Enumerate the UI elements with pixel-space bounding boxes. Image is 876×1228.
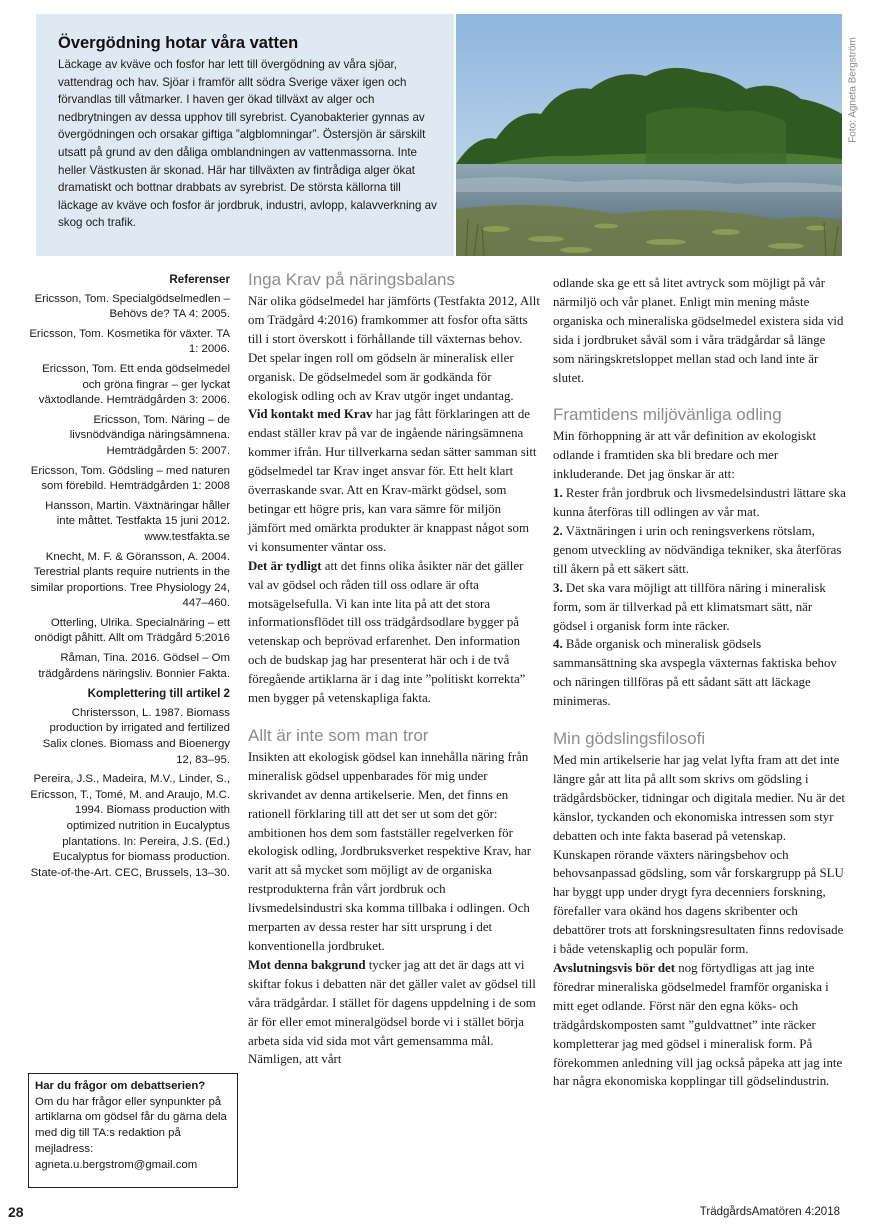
paragraph-lead: Vid kontakt med Krav bbox=[248, 407, 373, 422]
reference-item: Ericsson, Tom. Specialgödselmedlen – Behövs de? TA 4: 2005. bbox=[34, 292, 230, 321]
question-box-text: Om du har frågor eller synpunkter på artiklarna om gödsel får du gärna dela med dig till TA:s redaktion på mejladress: bbox=[35, 1095, 227, 1155]
paragraph-lead: Det är tydligt bbox=[248, 558, 322, 573]
magazine-footer: TrädgårdsAmatören 4:2018 bbox=[699, 1206, 840, 1218]
reference-item: Hansson, Martin. Växtnäringar håller inte måttet. Testfakta 15 juni 2012. www.testfakta.se bbox=[45, 499, 230, 543]
question-box-heading: Har du frågor om debattserien? bbox=[35, 1080, 206, 1092]
reference-item: Råman, Tina. 2016. Gödsel – Om trädgårdens näringsliv. Bonnier Fakta. bbox=[38, 652, 230, 680]
section-heading-future: Framtidens miljövänliga odling bbox=[553, 405, 782, 425]
paragraph: Insikten att ekologisk gödsel kan innehålla näring från mineralisk gödsel uppenbarades för mig under skrivandet av denna artikelserie. Men, det finns en rationell förklaring till att det ser ut som det gör: ambitionen hos dem som fastställer regelverken för ekologisk odling, Jordbruksverket respektive Krav, har varit att så mycket som möjligt av de organiska restprodukterna från vårt jordbruk och livsmedelsindustri ska komma tillbaka i odlingen. Och merparten av dessa rester har sitt ursprung i det konventionella jordbruket. bbox=[248, 749, 532, 953]
list-item bbox=[553, 522, 847, 579]
supplement-item: Christersson, L. 1987. Biomass production by irrigated and fertilized Salix clones. Biomass and Bioenergy 12, 83–95. bbox=[42, 706, 230, 766]
paragraph bbox=[553, 959, 847, 1091]
list-number: 1. bbox=[553, 486, 563, 501]
intro-text: Läckage av kväve och fosfor har lett till övergödning av våra sjöar, vattendrag och hav. Sjöar i framför allt södra Sverige växer igen och förvandlas till våtmarker. I haven ger ökad tillväxt av alger och nedbrytningen av dessa upphov till syrebrist. Cyanobakterier gynnas av övergödningen och orsakar giftiga ”algblomningar”. Östersjön är särskilt utsatt på grund av den dåliga omblandningen av vattenmassorna. Inte heller Västkusten är skonad. Här har tillväxten av fintrådiga alger ökat dramatiskt och bottnar drabbats av syrebrist. De största källorna till läckage av kväve och fosfor är jordbruk, industri, avlopp, kalavverkning av skog och trafik. bbox=[58, 58, 437, 230]
list-number: 2. bbox=[553, 523, 563, 538]
list-item bbox=[553, 579, 847, 636]
paragraph-lead: Mot denna bakgrund bbox=[248, 957, 366, 972]
paragraph-continuation: odlande ska ge ett så litet avtryck som möjligt på vår närmiljö och vår planet. Enligt min mening måste organiska och mineraliska gödselmedel existera sida vid sida i jordbruket såväl som i våra trädgårdar så länge som näringskretsloppet mellan stad och land inte är slutet. bbox=[553, 276, 844, 385]
references bbox=[26, 272, 230, 885]
photo-credit bbox=[836, 20, 870, 160]
article-column-3 bbox=[553, 274, 847, 1091]
references-heading: Referenser bbox=[169, 273, 230, 286]
reference-item: Ericsson, Tom. Näring – de livsnödvändiga näringsämnena. Hemträdgården 5: 2007. bbox=[69, 413, 230, 457]
page-number: 28 bbox=[8, 1204, 24, 1220]
reference-item: Ericsson, Tom. Gödsling – med naturen som förebild. Hemträdgården 1: 2008 bbox=[30, 464, 230, 493]
paragraph-continued bbox=[248, 956, 540, 1069]
paragraph-body: att det finns olika åsikter när det gäller val av gödsel och råden till oss odlare är ofta motsägelsefulla. Vi kan inte lita på att det stora informationsflödet till oss trädgårdsodlare bygger på vetenskap och beprövad erfarenhet. Den information och de budskap jag har presenterat här och i de två föregående artiklarna är i dag inte ”politiskt korrekta” men bygger på vetenskapliga fakta. bbox=[248, 558, 526, 706]
intro-title: Övergödning hotar våra vatten bbox=[58, 34, 299, 52]
reference-item: Knecht, M. F. & Göransson, A. 2004. Terestrial plants require nutrients in the similar proportions. Tree Physiology 24, 447–460. bbox=[30, 550, 230, 610]
question-box bbox=[28, 1073, 238, 1188]
list-text: Det ska vara möjligt att tillföra näring i mineralisk form, som är tillverkad på ett klimatsmart sätt, när gödsel i organisk form inte räcker. bbox=[553, 580, 826, 633]
paragraph bbox=[248, 557, 540, 708]
paragraph: Med min artikelserie har jag velat lyfta fram att det inte längre går att lita på allt som skrivs om gödsling i trädgårdsböcker, tidningar och digitala medier. Nu är det känslor, tyckanden och ekonomiska intressen som styr debatten och inte fakta baserad på vetenskap. Kunskapen rörande växters näringsbehov och behovsanpassad gödsling, som vår forskargrupp på SLU har byggt upp under drygt fyra decenniers forskning, förefaller vara okänd hos dagens skribenter och debattörer trots att forskningsresultaten finns redovisade i både vetenskaplig och populär form. bbox=[553, 753, 845, 957]
reference-item: Ericsson, Tom. Kosmetika för växter. TA 1: 2006. bbox=[29, 327, 230, 356]
list-item bbox=[553, 635, 847, 711]
paragraph-body: har jag fått förklaringen att de endast ställer krav på var de ingående näringsämnena kommer ifrån. Hur tillverkarna sedan sätter samman sitt gödselmedel tar Krav inget ansvar för. Ett helt klart överraskande svar. Att en Krav-märkt gödsel, som betingar ett högre pris, kan vara sämre för miljön jämfört med omärkta produkter är knappast något som vi konsumenter väntar oss. bbox=[248, 407, 537, 554]
lake-photo bbox=[456, 14, 842, 256]
photo-credit-text: Foto: Agneta Bergström bbox=[847, 37, 859, 143]
section-gap bbox=[553, 387, 847, 405]
reference-item: Ericsson, Tom. Ett enda gödselmedel och gröna fingrar – ger lyckat växtodlande. Hemträdgården 3: 2006. bbox=[38, 362, 230, 407]
section-heading-philosophy: Min gödslingsfilosofi bbox=[553, 729, 706, 749]
section-heading-no-krav: Inga Krav på näringsbalans bbox=[248, 270, 455, 289]
section-gap bbox=[553, 711, 847, 729]
list-text: Rester från jordbruk och livsmedelsindustri lättare ska kunna återföras till odlingen av vår mat. bbox=[553, 486, 846, 520]
reference-item: Otterling, Ulrika. Specialnäring – ett onödigt påhitt. Allt om Trädgård 5:2016 bbox=[34, 616, 230, 645]
list-text: Både organisk och mineralisk gödsels sammansättning ska avspegla växternas faktiska behov och näringen tillföras på ett sådant sätt att läckage minimeras. bbox=[553, 637, 837, 709]
list-text: Växtnäringen i urin och reningsverkens rötslam, genom utveckling av nödvändiga tekniker, ska återföras till åkern på ett säkert sätt. bbox=[553, 523, 842, 576]
list-number: 3. bbox=[553, 580, 563, 595]
article-column-2 bbox=[248, 270, 540, 1069]
paragraph-body: tycker jag att det är dags att vi skiftar fokus i debatten när det gäller valet av gödsel till våra trädgårdar. I stället för dagens uppdelning i de som är för eller emot mineralgödsel borde vi i stället börja arbeta sida vid sida mot vårt gemensamma mål. Nämligen, att vårt bbox=[248, 957, 536, 1067]
paragraph bbox=[248, 405, 540, 556]
supplement-heading: Komplettering till artikel 2 bbox=[87, 687, 230, 701]
paragraph-lead: Avslutningsvis bör det bbox=[553, 961, 676, 975]
intro-box bbox=[36, 14, 454, 256]
list-number: 4. bbox=[553, 637, 563, 652]
lake-photo-illustration bbox=[456, 14, 842, 256]
supplement-item: Pereira, J.S., Madeira, M.V., Linder, S., Ericsson, T., Tomé, M. and Araujo, M.C. 1994. Biomass production with optimized nutrition in Eucalyptus plantations. In: Pereira, J.S. (Ed.) Eucalyptus for biomass production. State-of-the-Art. CEC, Brussels, 13–30. bbox=[30, 773, 230, 879]
section-gap bbox=[248, 708, 540, 726]
paragraph: Min förhoppning är att vår definition av ekologiskt odlande i framtiden ska bli bredare och mer inkluderande. Det jag önskar är att: bbox=[553, 429, 817, 482]
section-heading-not-as-you-think: Allt är inte som man tror bbox=[248, 725, 429, 745]
paragraph: När olika gödselmedel har jämförts (Testfakta 2012, Allt om Trädgård 4:2016) framkommer att fosfor ofta sätts till i stort överskott i förhållande till växternas behov. Det spelar ingen roll om gödseln är mineralisk eller organisk. De gödselmedel som är godkända för ekologisk odling och av Krav utgör inget undantag. bbox=[248, 294, 540, 403]
paragraph-body: nog förtydligas att jag inte föredrar mineraliska gödselmedel framför organiska i mitt eget odlande. Först när den egna köks- och trädgårdskomposten samt ”guldvattnet” inte räcker kompletterar jag med gödsel i mineralisk form. På förekommen anledning vill jag också påpeka att jag inte har några ekonomiska kopplingar till gödselindustrin. bbox=[553, 961, 843, 1089]
question-box-email[interactable]: agneta.u.bergstrom@gmail.com bbox=[35, 1158, 198, 1171]
list-item bbox=[553, 484, 847, 522]
